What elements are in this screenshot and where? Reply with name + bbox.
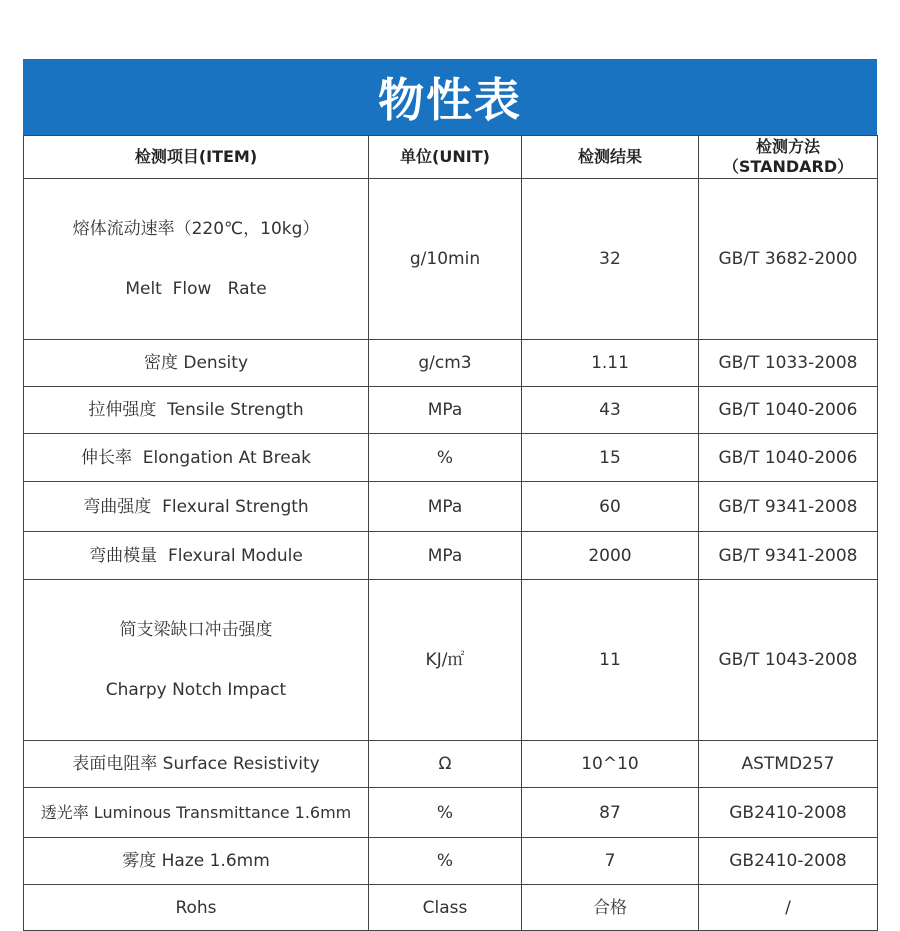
- result-cell: 32: [522, 179, 699, 340]
- item-cell: 拉伸强度 Tensile Strength: [24, 387, 369, 434]
- item-cell: 弯曲强度 Flexural Strength: [24, 482, 369, 532]
- unit-cell: MPa: [369, 387, 522, 434]
- table-row: [24, 532, 878, 580]
- header-standard-line1: 检测方法: [755, 137, 820, 156]
- unit-cell: g/10min: [369, 179, 522, 340]
- result-cell: 1.11: [522, 340, 699, 387]
- standard-cell: /: [699, 885, 878, 931]
- table-row: [24, 387, 878, 434]
- table-row: [24, 482, 878, 532]
- item-label-en: Charpy Notch Impact: [105, 680, 287, 700]
- item-cell: 透光率 Luminous Transmittance 1.6mm: [24, 788, 369, 838]
- item-cell: 雾度 Haze 1.6mm: [24, 838, 369, 885]
- header-row: [24, 136, 878, 179]
- standard-cell: ASTMD257: [699, 741, 878, 788]
- standard-cell: GB/T 1043-2008: [699, 580, 878, 741]
- table-body: [24, 179, 878, 931]
- unit-cell: MPa: [369, 532, 522, 580]
- result-cell: 15: [522, 434, 699, 482]
- table-row: [24, 580, 878, 741]
- standard-cell: GB/T 3682-2000: [699, 179, 878, 340]
- title-banner: [23, 59, 877, 135]
- result-cell: 2000: [522, 532, 699, 580]
- item-cell: 表面电阻率 Surface Resistivity: [24, 741, 369, 788]
- header-unit: 单位(UNIT): [369, 136, 522, 179]
- property-sheet: [23, 59, 877, 931]
- item-label: 简支梁缺口冲击强度: [119, 620, 273, 640]
- unit-cell: g/cm3: [369, 340, 522, 387]
- result-cell: 60: [522, 482, 699, 532]
- table-row: [24, 838, 878, 885]
- item-label-en: Melt Flow Rate: [125, 279, 267, 299]
- item-cell: 弯曲模量 Flexural Module: [24, 532, 369, 580]
- standard-cell: GB/T 1033-2008: [699, 340, 878, 387]
- header-standard: [699, 136, 878, 179]
- unit-cell: KJ/㎡: [369, 580, 522, 741]
- item-cell: [24, 179, 369, 340]
- unit-cell: MPa: [369, 482, 522, 532]
- table-row: [24, 340, 878, 387]
- unit-cell: %: [369, 838, 522, 885]
- page-title: 物性表: [378, 73, 522, 127]
- unit-cell: %: [369, 788, 522, 838]
- table-row: [24, 788, 878, 838]
- result-cell: 87: [522, 788, 699, 838]
- standard-cell: GB/T 1040-2006: [699, 387, 878, 434]
- standard-cell: GB2410-2008: [699, 838, 878, 885]
- item-cell: [24, 580, 369, 741]
- property-table: [23, 135, 878, 931]
- unit-cell: Class: [369, 885, 522, 931]
- table-row: [24, 179, 878, 340]
- header-standard-line2: （STANDARD）: [722, 157, 854, 176]
- standard-cell: GB/T 9341-2008: [699, 532, 878, 580]
- item-label: 熔体流动速率（220℃，10kg）: [72, 219, 320, 239]
- header-result: 检测结果: [522, 136, 699, 179]
- unit-cell: Ω: [369, 741, 522, 788]
- standard-cell: GB/T 1040-2006: [699, 434, 878, 482]
- item-cell: 伸长率 Elongation At Break: [24, 434, 369, 482]
- item-cell: Rohs: [24, 885, 369, 931]
- standard-cell: GB/T 9341-2008: [699, 482, 878, 532]
- result-cell: 合格: [522, 885, 699, 931]
- result-cell: 43: [522, 387, 699, 434]
- table-row: [24, 885, 878, 931]
- table-row: [24, 434, 878, 482]
- result-cell: 7: [522, 838, 699, 885]
- table-row: [24, 741, 878, 788]
- result-cell: 11: [522, 580, 699, 741]
- standard-cell: GB2410-2008: [699, 788, 878, 838]
- item-cell: 密度 Density: [24, 340, 369, 387]
- unit-cell: %: [369, 434, 522, 482]
- result-cell: 10^10: [522, 741, 699, 788]
- header-item: 检测项目(ITEM): [24, 136, 369, 179]
